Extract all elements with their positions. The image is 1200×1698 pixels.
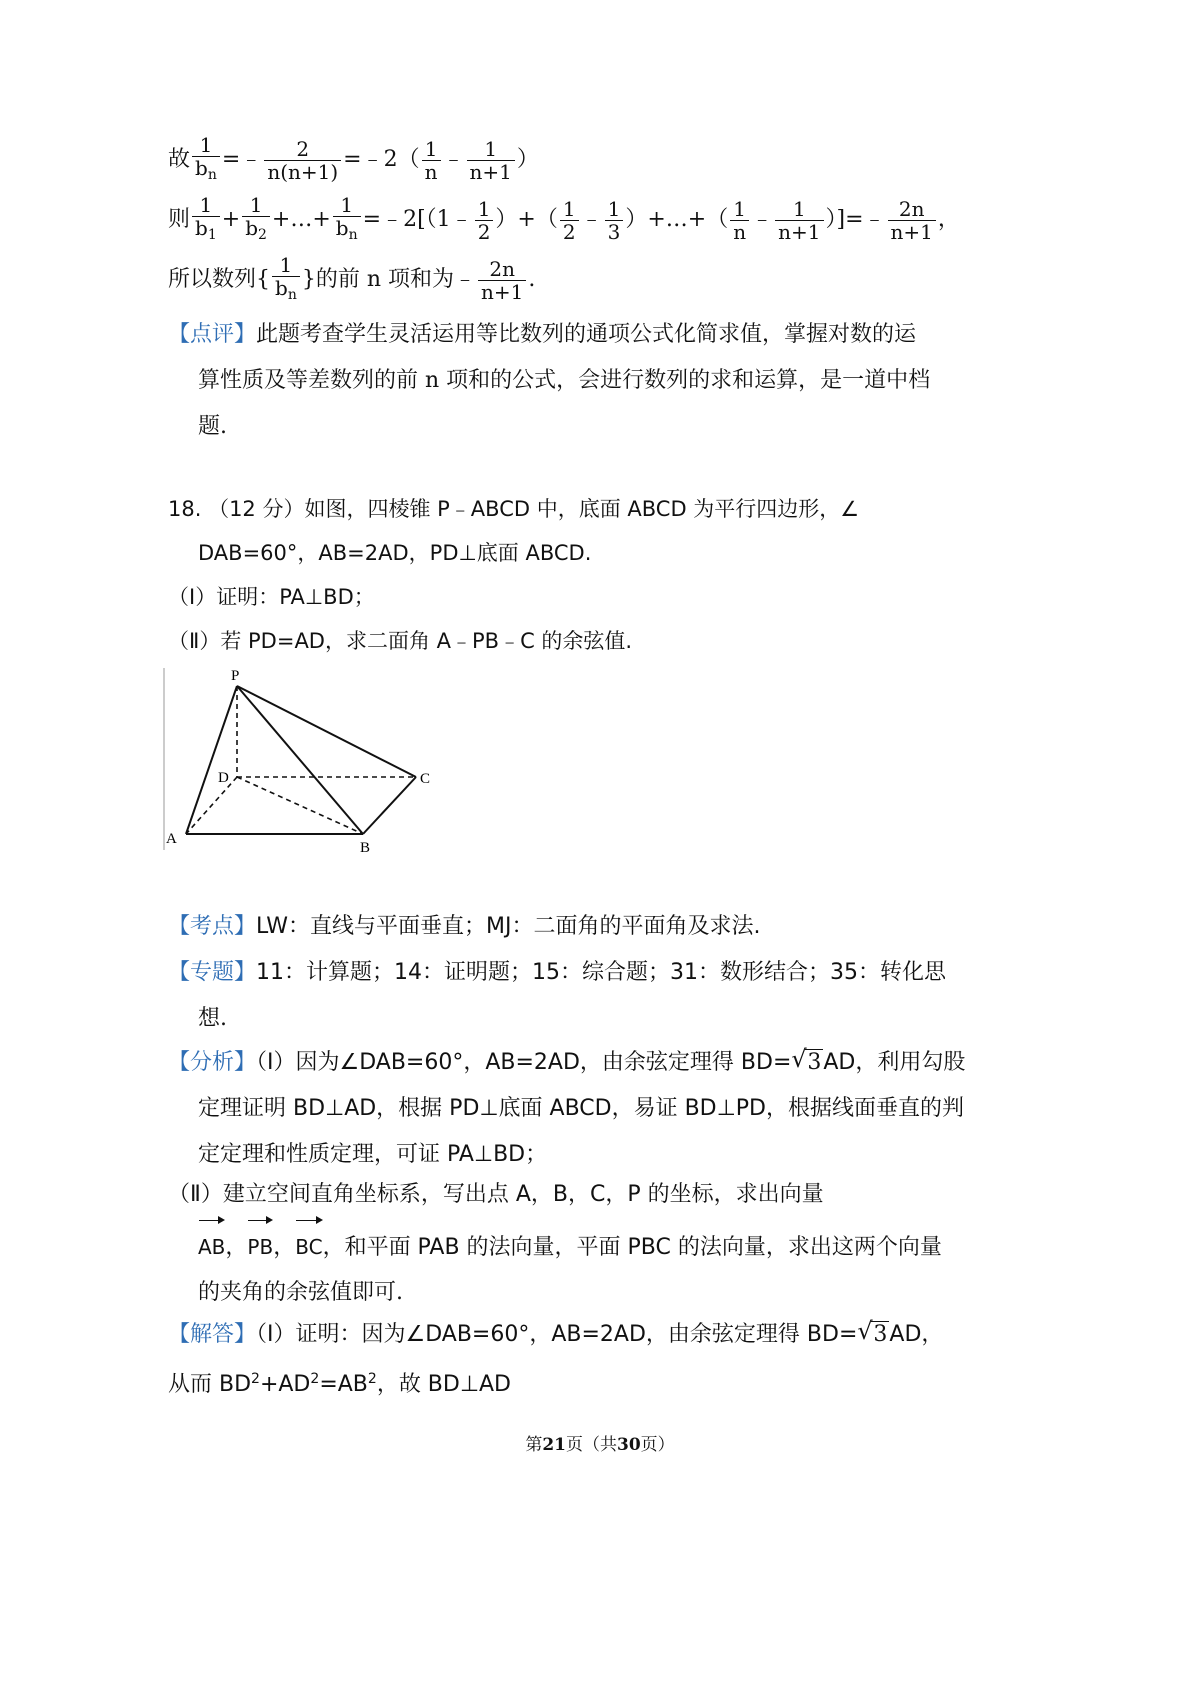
fenxi-line-4: （Ⅱ）建立空间直角坐标系，写出点 A，B，C，P 的坐标，求出向量: [168, 1182, 824, 1207]
label-B: B: [360, 840, 371, 856]
jieda-line-2: 从而 $BD^2+AD^2=AB^2$，故 BD⊥AD: [168, 1371, 511, 1397]
review-line-1: 【点评】此题考查学生灵活运用等比数列的通项公式化简求值，掌握对数的运: [168, 322, 917, 347]
fenxi-line-5: AB，PB，BC，和平面 PAB 的法向量，平面 PBC 的法向量，求出这两个向量: [198, 1218, 942, 1271]
problem-part-1: （Ⅰ）证明：PA⊥BD；: [168, 585, 375, 609]
text-gu: 故: [168, 147, 191, 172]
edge-PC: [237, 686, 416, 777]
fenxi-tag: 【分析】: [168, 1050, 257, 1075]
fraction-1-over-bn: $\frac{1}{b_n}$: [192, 134, 220, 186]
pyramid-figure: [160, 664, 450, 858]
fenxi-line-6: 的夹角的余弦值即可.: [198, 1280, 403, 1305]
page-footer: 第21页（共30页）: [525, 1435, 675, 1455]
fraction-2-over-n-n1: $\frac{2}{n(n+1)}$: [264, 138, 341, 183]
label-C: C: [420, 771, 431, 787]
review-tag: 【点评】: [168, 322, 257, 347]
label-D: D: [218, 770, 229, 786]
review-line-3: 题.: [198, 414, 227, 439]
current-page-number: 21: [542, 1435, 566, 1455]
vector-PB: PB: [247, 1218, 273, 1270]
jieda-tag: 【解答】: [168, 1322, 257, 1347]
kaodian-tag: 【考点】: [168, 914, 257, 939]
kaodian-line: 【考点】LW：直线与平面垂直；MJ：二面角的平面角及求法.: [168, 914, 761, 939]
problem-part-2: （Ⅱ）若 PD=AD，求二面角 A﹣PB﹣C 的余弦值.: [168, 629, 633, 653]
edge-PA: [186, 686, 237, 834]
sqrt-3: √ 3: [791, 1045, 822, 1075]
edge-DB: [237, 777, 363, 834]
problem-line-1: 18. （12 分）如图，四棱锥 P﹣ABCD 中，底面 ABCD 为平行四边形，∠: [168, 497, 860, 521]
zhuanti-line-1: 【专题】11：计算题；14：证明题；15：综合题；31：数形结合；35：转化思: [168, 960, 946, 985]
label-P: P: [231, 668, 240, 684]
label-A: A: [166, 831, 177, 847]
jieda-line-1: 【解答】（Ⅰ）证明：因为∠DAB=60°，AB=2AD，由余弦定理得 BD= √ 3AD，: [168, 1312, 943, 1358]
fenxi-line-1: 【分析】（Ⅰ）因为∠DAB=60°，AB=2AD，由余弦定理得 BD= √ 3AD，利用勾股: [168, 1040, 965, 1086]
sqrt-3-answer: √ 3: [857, 1317, 888, 1347]
total-page-number: 30: [617, 1435, 641, 1455]
solution-line-2: 则 $\frac{1}{b_1}$ + $\frac{1}{b_2}$ +…+ $\frac{1}{b_n}$ =﹣2[（1﹣ $\frac{1}{2}$ ）+（ $\frac{1}{2}$ ﹣ $\frac{1}{3}$ ）+…+（ $\frac{1}{n}$ ﹣ $\frac{1}{n+1}$ ）]=﹣ $\frac{2n}{n+1}$ ，: [168, 194, 960, 246]
review-line-2: 算性质及等差数列的前 n 项和的公式，会进行数列的求和运算，是一道中档: [198, 368, 931, 393]
fenxi-line-3: 定定理和性质定理，可证 PA⊥BD；: [198, 1142, 548, 1167]
zhuanti-line-2: 想.: [198, 1006, 227, 1031]
problem-line-2: DAB=60°，AB=2AD，PD⊥底面 ABCD.: [198, 541, 592, 565]
solution-line-1: 故 $\frac{1}{b_n}$ =﹣ $\frac{2}{n(n+1)}$ =﹣2（ $\frac{1}{n}$ ﹣ $\frac{1}{n+1}$ ）: [168, 134, 539, 186]
vector-BC: BC: [295, 1218, 322, 1270]
edge-BC: [363, 777, 416, 834]
fenxi-line-2: 定理证明 BD⊥AD，根据 PD⊥底面 ABCD，易证 BD⊥PD，根据线面垂直的判: [198, 1096, 964, 1121]
edge-PB: [237, 686, 363, 834]
zhuanti-tag: 【专题】: [168, 960, 257, 985]
edge-DA: [186, 777, 237, 834]
vector-AB: AB: [198, 1218, 225, 1270]
solution-line-3: 所以数列{ $\frac{1}{b_n}$ }的前 n 项和为﹣ $\frac{2n}{n+1}$ .: [168, 254, 535, 306]
